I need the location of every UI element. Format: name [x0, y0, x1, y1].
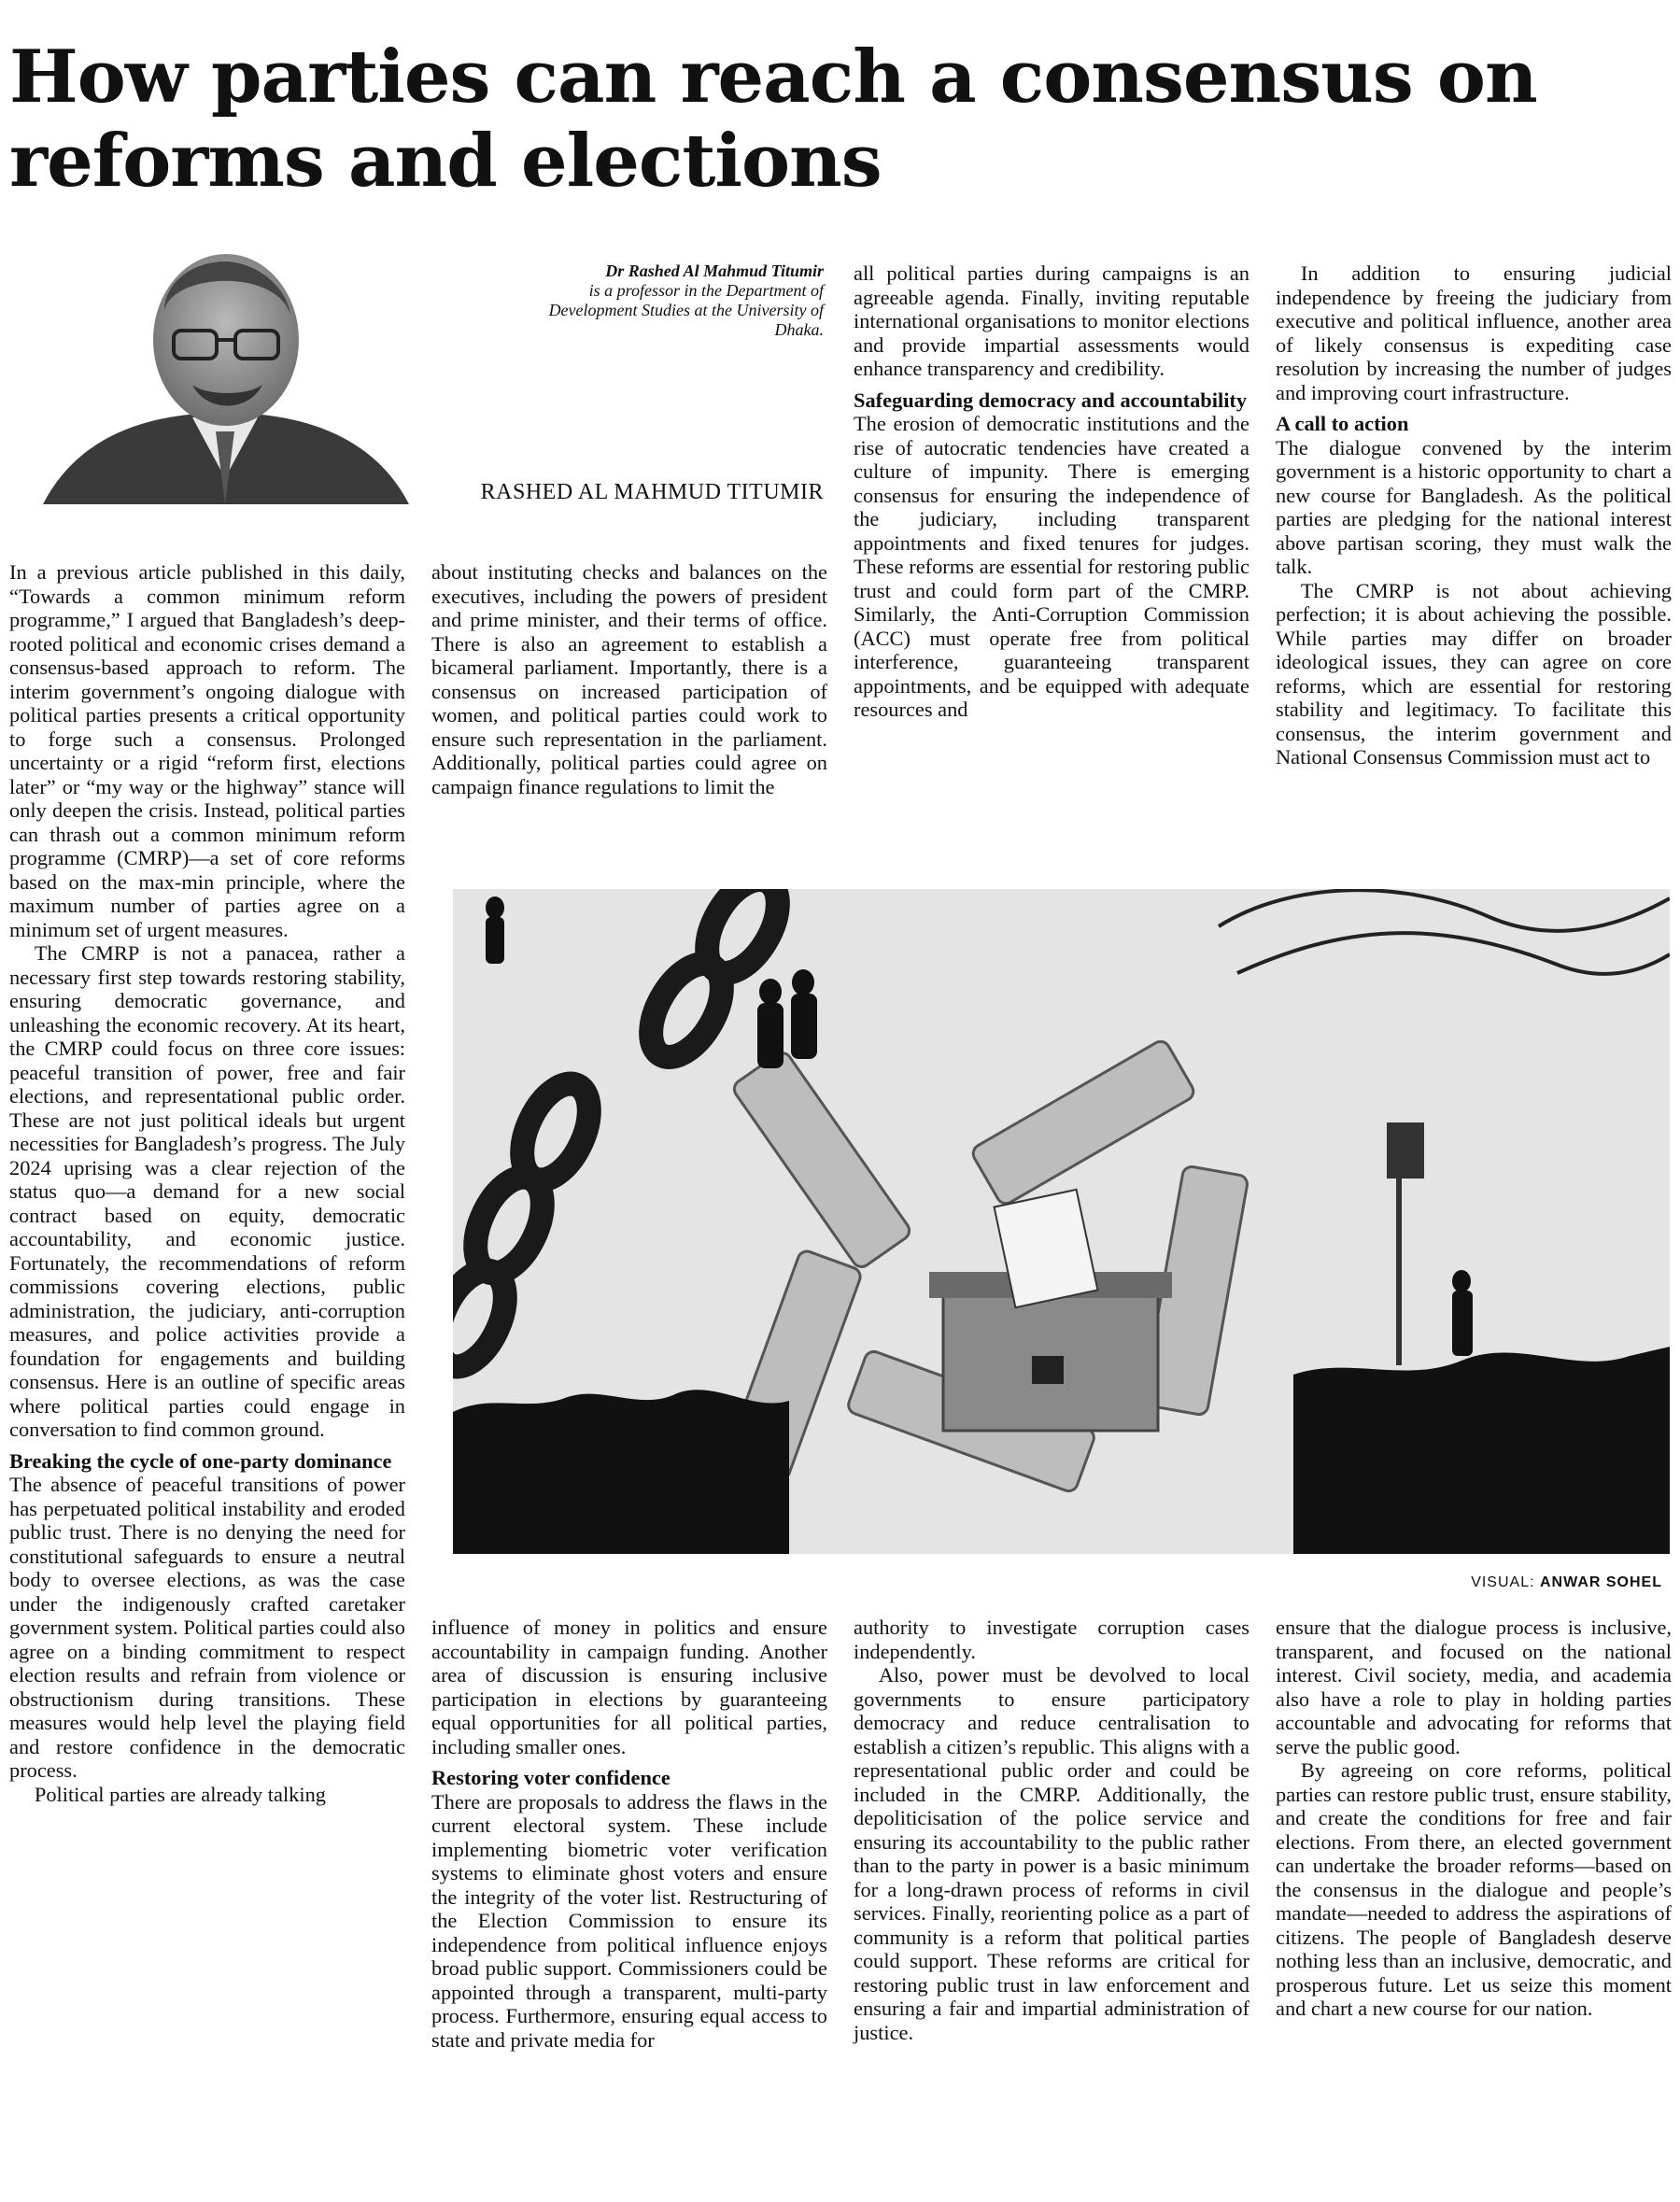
- column-4-top: [1276, 261, 1672, 769]
- author-bio-name: Dr Rashed Al Mahmud Titumir: [605, 261, 824, 280]
- paragraph: The absence of peaceful transitions of power has perpetuated political instability and eroded public trust. There is no denying the need for constitutional safeguards to ensure a neutral body to oversee elections, as was the case under the indigenously crafted caretaker government system. Political parties could also agree on a binding commitment to respect election results and refrain from violence or obstructionism during transitions. These measures would help level the playing field and restore confidence in the democratic process.: [9, 1473, 405, 1782]
- subheading: Restoring voter confidence: [431, 1766, 671, 1789]
- column-2-top: [431, 560, 827, 798]
- column-3-bottom: [854, 1616, 1249, 2044]
- paragraph: Also, power must be devolved to local governments to ensure participatory democracy and reduce centralisation to establish a citizen’s republic. This aligns with a representational public order and could be included in the CMRP. Additionally, the depoliticisation of the police service and ensuring its accountability to the public rather than to the party in power is a basic minimum for a long-drawn process of reforms in civil services. Finally, reorienting police as a part of community is a reform that political parties could support. These reforms are critical for restoring public trust in law enforcement and ensuring a fair and impartial administration of justice.: [854, 1663, 1249, 2044]
- paragraph: all political parties during campaigns is an agreeable agenda. Finally, inviting reputable international organisations to monitor elections and provide impartial assessments would enhance transparency and credibility.: [854, 261, 1249, 380]
- column-3-top: [854, 261, 1249, 722]
- paragraph: The CMRP is not a panacea, rather a necessary first step towards restoring stability, ensuring democratic governance, and unleashing the economic recovery. At its heart, the CMRP could focus on three core issues: peaceful transition of power, free and fair elections, and representational public order. These are not just political ideals but urgent necessities for Bangladesh’s progress. The July 2024 uprising was a clear rejection of the status quo—a demand for a new social contract based on equity, democratic accountability, and economic justice. Fortunately, the recommendations of reform commissions covering elections, public administration, the judiciary, anti-corruption measures, and police activities provide a foundation for engagements and building consensus. Here is an outline of specific areas where political parties could engage in conversation to find common ground.: [9, 941, 405, 1441]
- paragraph: In a previous article published in this daily, “Towards a common minimum reform programme,” I argued that Bangladesh’s deep-rooted political and economic crises demand a consensus-based approach to reform. The interim government’s ongoing dialogue with political parties presents a critical opportunity to forge such a consensus. Prolonged uncertainty or a rigid “reform first, elections later” or “my way or the highway” stance will only deepen the crisis. Instead, political parties can thrash out a common minimum reform programme (CMRP)—a set of core reforms based on the max-min principle, where the maximum number of parties agree on a minimum set of urgent measures.: [9, 560, 405, 941]
- author-photo: [24, 254, 428, 504]
- credit-name: ANWAR SOHEL: [1540, 1574, 1662, 1590]
- paragraph: about instituting checks and balances on the executives, including the powers of president and prime minister, and their terms of office. There is also an agreement to establish a bicameral parliament. Importantly, there is a consensus on increased participation of women, and political parties could work to ensure such representation in the parliament. Additionally, political parties could agree on campaign finance regulations to limit the: [431, 560, 827, 798]
- column-2-bottom: [431, 1616, 827, 2052]
- author-bio-text: is a professor in the Department of Development Studies at the University of Dhaka.: [548, 281, 824, 339]
- credit-label: VISUAL:: [1471, 1574, 1535, 1590]
- paragraph: authority to investigate corruption cases independently.: [854, 1616, 1249, 1663]
- paragraph: Political parties are already talking: [34, 1782, 326, 1806]
- illustration: [453, 889, 1670, 1554]
- subheading: Safeguarding democracy and accountability: [854, 388, 1248, 412]
- illustration-credit: [1307, 1574, 1662, 1591]
- paragraph: ensure that the dialogue process is inclusive, transparent, and focused on the national interest. Civil society, media, and academia also have a role to play in holding parties accountable and advocating for reforms that serve the public good.: [1276, 1616, 1672, 1758]
- subheading: Breaking the cycle of one-party dominance: [9, 1448, 392, 1473]
- paragraph: The erosion of democratic institutions and the rise of autocratic tendencies have created a culture of impunity. There is emerging consensus for ensuring the independence of the judiciary, including transparent appointments and fixed tenures for judges. These reforms are essential for restoring public trust and could form part of the CMRP. Similarly, the Anti-Corruption Commission (ACC) must operate free from political interference, guaranteeing transparent appointments, and be equipped with adequate resources and: [854, 412, 1249, 721]
- paragraph: The dialogue convened by the interim government is a historic opportunity to chart a new course for Bangladesh. As the political parties are pledging for the national interest above partisan scoring, they must walk the talk.: [1276, 435, 1672, 578]
- headline: How parties can reach a consensus on reforms and elections: [9, 35, 1537, 204]
- column-4-bottom: [1276, 1616, 1672, 2021]
- paragraph: influence of money in politics and ensure accountability in campaign funding. Another area of discussion is ensuring inclusive participation in elections by guaranteeing equal opportunities for all political parties, including smaller ones.: [431, 1616, 827, 1758]
- paragraph: There are proposals to address the flaws in the current electoral system. These include implementing biometric voter verification systems to eliminate ghost voters and ensure the integrity of the voter list. Restructuring of the Election Commission to ensure its independence from political influence enjoys broad public support. Commissioners could be appointed through a transparent, multi-party process. Furthermore, ensuring equal access to state and private media for: [431, 1789, 827, 2052]
- column-1: [9, 560, 405, 1806]
- paragraph: By agreeing on core reforms, political parties can restore public trust, ensure stability, and create the conditions for free and fair elections. From there, an elected government can undertake the broader reforms—based on the consensus in the dialogue and people’s mandate—needed to address the aspirations of citizens. The people of Bangladesh deserve nothing less than an inclusive, democratic, and prosperous future. Let us seize this moment and chart a new course for our nation.: [1276, 1758, 1672, 2020]
- paragraph: In addition to ensuring judicial independence by freeing the judiciary from executive and political influence, another area of likely consensus is expediting case resolution by increasing the number of judges and improving court infrastructure.: [1276, 261, 1672, 404]
- author-bio: [523, 261, 824, 340]
- byline: RASHED AL MAHMUD TITUMIR: [480, 480, 824, 504]
- subheading: A call to action: [1276, 412, 1409, 435]
- paragraph: The CMRP is not about achieving perfection; it is about achieving the possible. While parties may differ on broader ideological issues, they can agree on core reforms, which are essential for restoring stability and legitimacy. To facilitate this consensus, the interim government and National Consensus Commission must act to: [1276, 578, 1672, 769]
